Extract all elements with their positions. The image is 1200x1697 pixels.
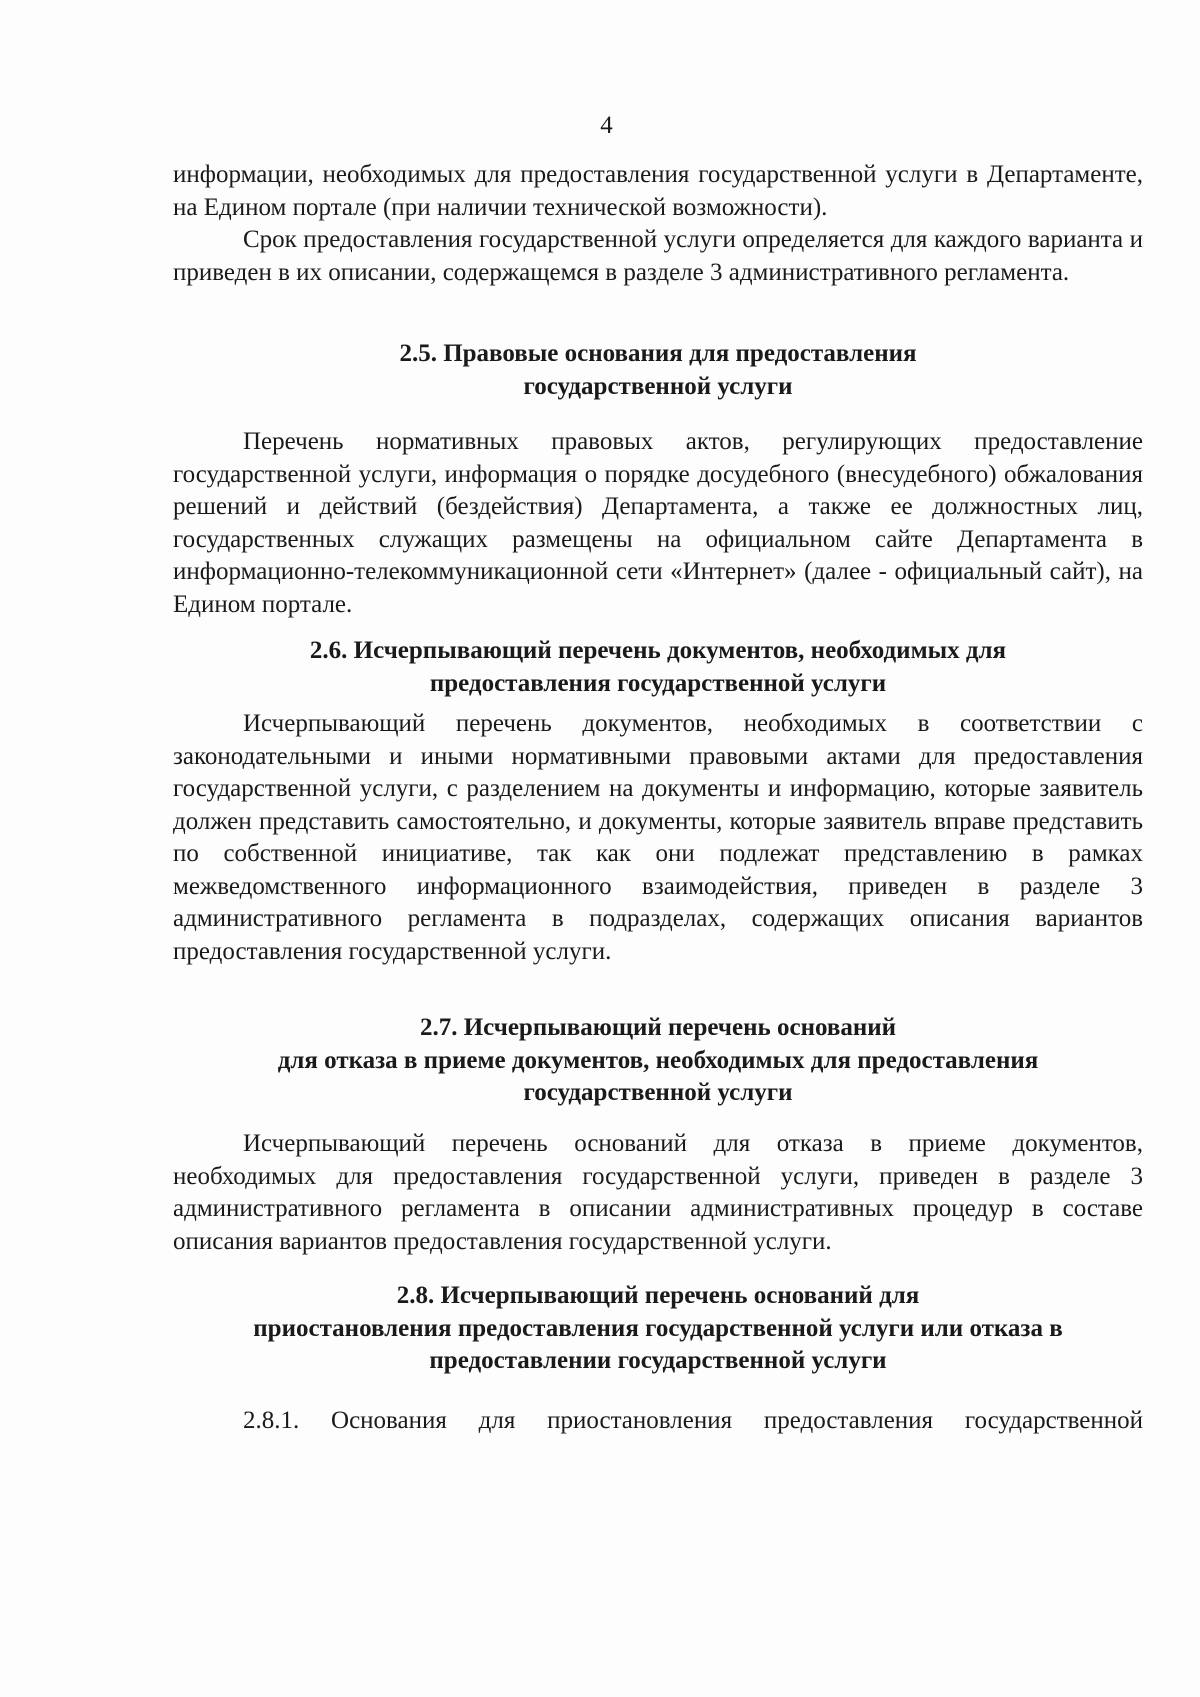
heading-line: 2.7. Исчерпывающий перечень оснований	[419, 1014, 897, 1041]
heading-line: 2.8. Исчерпывающий перечень оснований для	[396, 1282, 920, 1309]
paragraph: 2.8.1. Основания для приостановления предоставления государственной	[243, 1407, 1143, 1434]
section-2-6-body	[173, 708, 1143, 968]
section-2-6-heading	[173, 635, 1143, 700]
paragraph: Исчерпывающий перечень оснований для отказа в приеме документов, необходимых для предоставления государственной услуги, приведен в разделе 3 административного регламента в описании административных процедур в составе описания вариантов предоставления государственной услуги.	[173, 1130, 1143, 1255]
heading-line: предоставлении государственной услуги	[429, 1347, 887, 1374]
heading-line: 2.6. Исчерпывающий перечень документов, необходимых для	[309, 637, 1007, 664]
section-2-8-heading	[173, 1280, 1143, 1378]
section-2-7-body	[173, 1128, 1143, 1258]
heading-line: для отказа в приеме документов, необходимых для предоставления	[277, 1046, 1039, 1074]
continued-paragraph: информации, необходимых для предоставления государственной услуги в Департаменте, на Едином портале (при наличии технической возможности).	[173, 161, 1143, 221]
heading-line: 2.5. Правовые основания для предоставления	[399, 340, 917, 367]
paragraph: Перечень нормативных правовых актов, регулирующих предоставление государственной услуги, информация о порядке досудебного (внесудебного) обжалования решений и действий (бездействия) Департамента, а также ее должностных лиц, государственных служащих размещены на официальном сайте Департамента в информационно-телекоммуникационной сети «Интернет» (далее - официальный сайт), на Едином портале.	[173, 428, 1143, 618]
heading-line: государственной услуги	[523, 1079, 793, 1106]
section-2-5-body	[173, 426, 1143, 621]
intro-text-block	[173, 159, 1143, 289]
paragraph: Исчерпывающий перечень документов, необходимых в соответствии с законодательными и иными нормативными правовыми актами для предоставления государственной услуги, с разделением на документы и информацию, которые заявитель должен представить самостоятельно, и документы, которые заявитель вправе представить по собственной инициативе, так как они подлежат представлению в рамках межведомственного информационного взаимодействия, приведен в разделе 3 административного регламента в подразделах, содержащих описания вариантов предоставления государственной услуги.	[173, 710, 1143, 965]
section-2-7-heading	[173, 1012, 1143, 1110]
heading-line: государственной услуги	[523, 372, 793, 400]
page-number: 4	[600, 112, 613, 139]
heading-line: приостановления предоставления государственной услуги или отказа в	[253, 1314, 1063, 1342]
section-2-8-body	[173, 1405, 1143, 1438]
term-paragraph: Срок предоставления государственной услуги определяется для каждого варианта и приведен в их описании, содержащемся в разделе 3 административного регламента.	[173, 226, 1143, 286]
section-2-5-heading	[173, 338, 1143, 403]
heading-line: предоставления государственной услуги	[429, 669, 887, 697]
